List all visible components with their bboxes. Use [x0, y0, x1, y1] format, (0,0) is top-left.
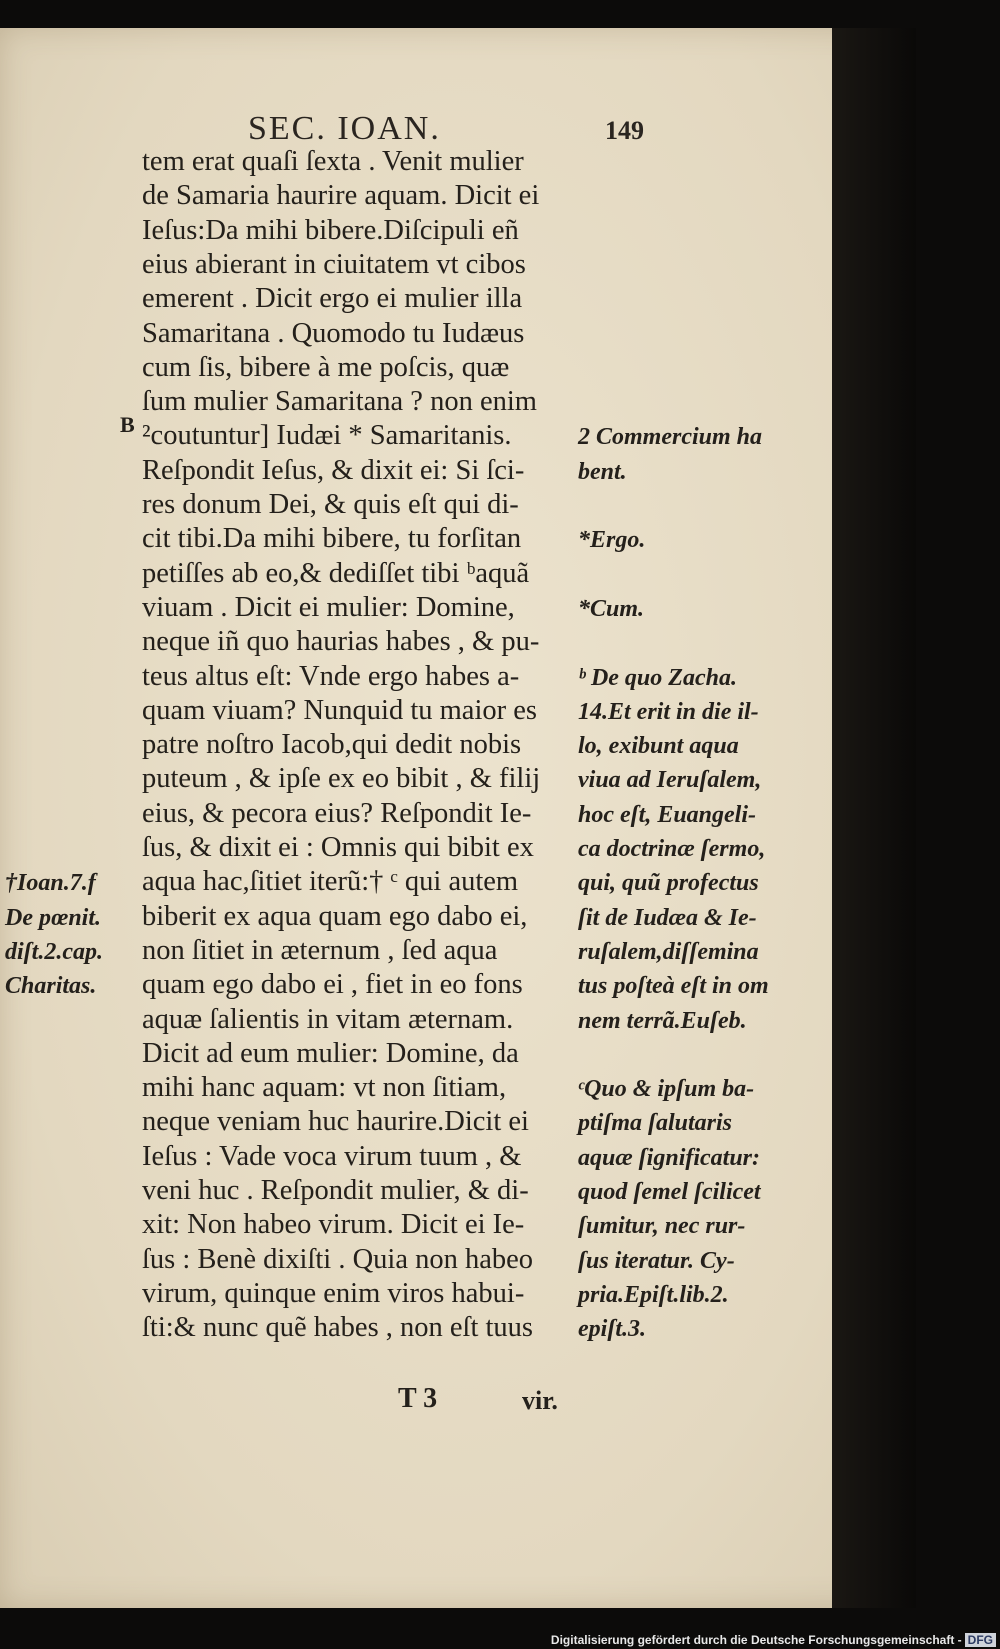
text-line: veni huc . Reſpondit mulier, & di- [142, 1175, 529, 1206]
text-line: neque iñ quo haurias habes , & pu- [142, 626, 540, 658]
text-line: teus altus eſt: Vnde ergo habes a- [142, 660, 520, 692]
margin-note: hoc eſt, Euangeli- [578, 801, 756, 828]
dfg-logo: DFG [965, 1633, 996, 1647]
margin-note: tus poſteà eſt in om [578, 973, 769, 1000]
margin-reference: Charitas. [5, 973, 97, 1000]
text-line: non ſitiet in æternum , ſed aqua [142, 934, 498, 966]
text-line: Reſpondit Ieſus, & dixit ei: Si ſci- [142, 454, 525, 486]
margin-note: ſus iteratur. Cy- [578, 1247, 735, 1274]
text-line: tem erat quaſi ſexta . Venit mulier [142, 146, 524, 177]
text-line: biberit ex aqua quam ego dabo ei, [142, 900, 528, 932]
text-line: res donum Dei, & quis eſt qui di- [142, 489, 519, 520]
text-line: cum ſis, bibere à me poſcis, quæ [142, 351, 510, 383]
footer-credit [551, 1633, 996, 1647]
text-line: cit tibi.Da mihi bibere, tu forſitan [142, 523, 522, 555]
book-spine [832, 28, 916, 1608]
margin-note: epiſt.3. [578, 1316, 646, 1343]
margin-note: nem terrã.Euſeb. [578, 1007, 747, 1034]
margin-note: ptiſma ſalutaris [578, 1110, 733, 1137]
section-letter: B [120, 412, 135, 438]
margin-note: ᶜQuo & ipſum ba- [578, 1076, 755, 1103]
margin-note: aquæ ſignificatur: [578, 1144, 761, 1171]
text-line: ſum mulier Samaritana ? non enim [142, 386, 537, 418]
text-line: patre noſtro Iacob,qui dedit nobis [142, 729, 522, 761]
text-line: Samaritana . Quomodo tu Iudæus [142, 317, 525, 349]
signature-mark: T 3 [398, 1383, 438, 1414]
running-head: SEC. IOAN. [248, 110, 441, 147]
margin-note: ca doctrinæ ſermo, [578, 836, 766, 862]
book-page [0, 28, 916, 1608]
footer-text: Digitalisierung gefördert durch die Deutsche Forschungsgemeinschaft - [550, 1633, 962, 1647]
text-line: ²coutuntur] Iudæi * Samaritanis. [142, 420, 512, 452]
margin-note: ſumitur, nec rur- [578, 1213, 746, 1240]
text-line: ſus : Benè dixiſti . Quia non habeo [142, 1243, 534, 1275]
text-line: quam ego dabo ei , fiet in eo fons [142, 969, 523, 1001]
margin-note: 2 Commercium ha [578, 424, 763, 451]
text-line: quam viuam? Nunquid tu maior es [142, 694, 537, 726]
text-line: aqua hac,ſitiet iterũ:† ᶜ qui autem [142, 866, 519, 898]
text-line: virum, quinque enim viros habui- [142, 1277, 525, 1309]
text-line: de Samaria haurire aquam. Dicit ei [142, 180, 540, 212]
text-line: viuam . Dicit ei mulier: Domine, [142, 591, 515, 623]
margin-reference: De pœnit. [5, 904, 101, 931]
margin-reference: †Ioan.7.f [5, 870, 96, 897]
margin-note: 14.Et erit in die il- [578, 698, 759, 725]
margin-note: lo, exibunt aqua [578, 733, 739, 760]
margin-reference: diſt.2.cap. [5, 938, 103, 965]
text-line: petiſſes ab eo,& dediſſet tibi ᵇaquã [142, 557, 530, 589]
margin-note: ᵇ De quo Zacha. [578, 664, 737, 691]
margin-note: ſit de Iudæa & Ie- [578, 904, 757, 931]
margin-note: bent. [578, 458, 627, 485]
text-line: eius abierant in ciuitatem vt cibos [142, 248, 526, 280]
margin-note: ruſalem,diſſemina [578, 938, 759, 965]
margin-note: quod ſemel ſcilicet [578, 1179, 761, 1205]
margin-note: qui, quũ profectus [578, 870, 759, 897]
text-line: xit: Non habeo virum. Dicit ei Ie- [142, 1209, 525, 1241]
text-line: emerent . Dicit ergo ei mulier illa [142, 283, 523, 315]
catchword: vir. [522, 1386, 558, 1415]
text-line: Dicit ad eum mulier: Domine, da [142, 1037, 519, 1069]
margin-note: *Cum. [578, 595, 645, 622]
margin-note: *Ergo. [578, 527, 646, 554]
text-line: aquæ ſalientis in vitam æternam. [142, 1003, 514, 1035]
text-line: ſus, & dixit ei : Omnis qui bibit ex [142, 832, 534, 863]
margin-note: pria.Epiſt.lib.2. [578, 1281, 729, 1308]
page-number: 149 [605, 116, 644, 145]
text-line: neque veniam huc haurire.Dicit ei [142, 1106, 529, 1138]
margin-note: viua ad Ieruſalem, [578, 767, 762, 794]
text-line: ſti:& nunc quẽ habes , non eſt tuus [142, 1312, 534, 1344]
text-line: mihi hanc aquam: vt non ſitiam, [142, 1072, 507, 1104]
text-line: Ieſus:Da mihi bibere.Diſcipuli eñ [142, 214, 519, 246]
text-line: puteum , & ipſe ex eo bibit , & filij [142, 763, 541, 795]
text-line: eius, & pecora eius? Reſpondit Ie- [142, 797, 532, 829]
text-line: Ieſus : Vade voca virum tuum , & [142, 1140, 522, 1172]
